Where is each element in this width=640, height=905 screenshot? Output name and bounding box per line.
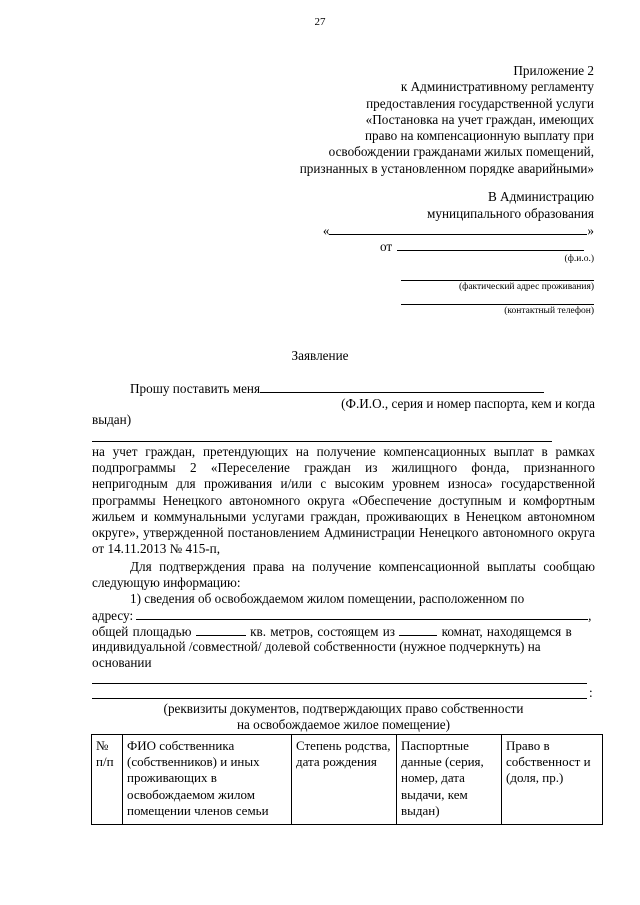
request-row xyxy=(92,380,595,397)
applicant-blank[interactable] xyxy=(260,380,544,393)
requisites-caption-1: (реквизиты документов, подтверждающих право собственности xyxy=(163,701,524,716)
basis-blank-line-1[interactable] xyxy=(92,683,587,684)
applicant-continuation-line[interactable] xyxy=(92,441,552,442)
main-paragraph: на учет граждан, претендующих на получение компенсационных выплат в рамках подпрограммы 2 «Переселение граждан из жилищного фонда, признанного непригодным для проживания и/или с высоким уровнем износа» государственной программы Ненецкого автономного округа «Обеспечение доступным и комфортным жильем и коммунальными услугами граждан, проживающих в Ненецком автономном округе», утвержденной постановлением Администрации Ненецкого автономного округа от 14.11.2013 № 415-п, xyxy=(92,444,595,557)
confirm-paragraph: Для подтверждения права на получение компенсационной выплаты сообщаю следующую информацию: xyxy=(92,559,595,591)
appendix-line: Приложение 2 xyxy=(513,63,594,78)
quote-close: » xyxy=(587,223,594,238)
header-cell-ownership-right: Право в собственност и (доля, пр.) xyxy=(502,735,603,825)
passport-hint-end: выдан) xyxy=(92,412,132,427)
statement-title: Заявление xyxy=(291,348,349,363)
table-header-row xyxy=(92,735,603,825)
caption-phone: (контактный телефон) xyxy=(504,306,594,316)
colon: : xyxy=(589,685,593,700)
appendix-line: предоставления государственной услуги xyxy=(366,95,594,111)
appendix-line: право на компенсационную выплату при xyxy=(365,128,594,144)
header-cell-owner-name: ФИО собственника (собственников) и иных проживающих в освобождаемом жилом помещении членов семьи xyxy=(123,735,292,825)
addressee-block xyxy=(294,188,594,239)
address-row xyxy=(92,607,595,624)
basis-label: основании xyxy=(92,655,152,670)
appendix-line: освобождении гражданами жилых помещений, xyxy=(328,144,594,160)
area-unit: кв. метров, состоящем из xyxy=(250,624,395,639)
from-name-blank[interactable] xyxy=(397,238,584,251)
header-cell-relation: Степень родства, дата рождения xyxy=(292,735,397,825)
header-cell-passport: Паспортные данные (серия, номер, дата выдачи, кем выдан) xyxy=(397,735,502,825)
caption-address: (фактический адрес проживания) xyxy=(459,282,594,292)
area-row xyxy=(92,623,595,640)
appendix-header xyxy=(264,63,594,177)
phone-blank-line[interactable] xyxy=(401,304,594,305)
item1-line: 1) сведения об освобождаемом жилом помещении, расположенном по xyxy=(130,591,525,606)
quote-open: « xyxy=(322,223,330,238)
comma: , xyxy=(588,608,592,623)
passport-hint: (Ф.И.О., серия и номер паспорта, кем и когда xyxy=(341,396,595,411)
area-label: общей площадью xyxy=(92,624,192,639)
addressee-line: муниципального образования xyxy=(427,206,594,221)
appendix-line: к Административному регламенту xyxy=(400,79,594,95)
request-label: Прошу поставить меня xyxy=(130,381,261,396)
from-row xyxy=(380,238,594,255)
area-blank[interactable] xyxy=(196,623,246,636)
family-members-table xyxy=(91,734,603,825)
address-blank-line[interactable] xyxy=(401,280,594,281)
municipality-blank[interactable] xyxy=(329,222,587,235)
rooms-blank[interactable] xyxy=(399,623,437,636)
rooms-label: комнат, находящемся в xyxy=(441,624,572,639)
municipality-field-row xyxy=(294,222,594,239)
requisites-caption-2: на освобождаемое жилое помещение) xyxy=(236,717,451,732)
address-label: адресу: xyxy=(92,608,134,623)
addressee-line: В Администрацию xyxy=(487,189,594,204)
basis-blank-line-2[interactable] xyxy=(92,698,587,699)
ownership-line: индивидуальной /совместной/ долевой собственности (нужное подчеркнуть) на xyxy=(92,639,541,654)
appendix-line: признанных в установленном порядке аварийными» xyxy=(299,160,594,176)
page-number: 27 xyxy=(314,16,326,28)
dwelling-address-blank[interactable] xyxy=(136,607,588,620)
header-cell-number: № п/п xyxy=(92,735,123,825)
caption-fio: (ф.и.о.) xyxy=(564,254,594,264)
appendix-line: «Постановка на учет граждан, имеющих xyxy=(365,111,594,127)
from-label: от xyxy=(380,239,393,254)
